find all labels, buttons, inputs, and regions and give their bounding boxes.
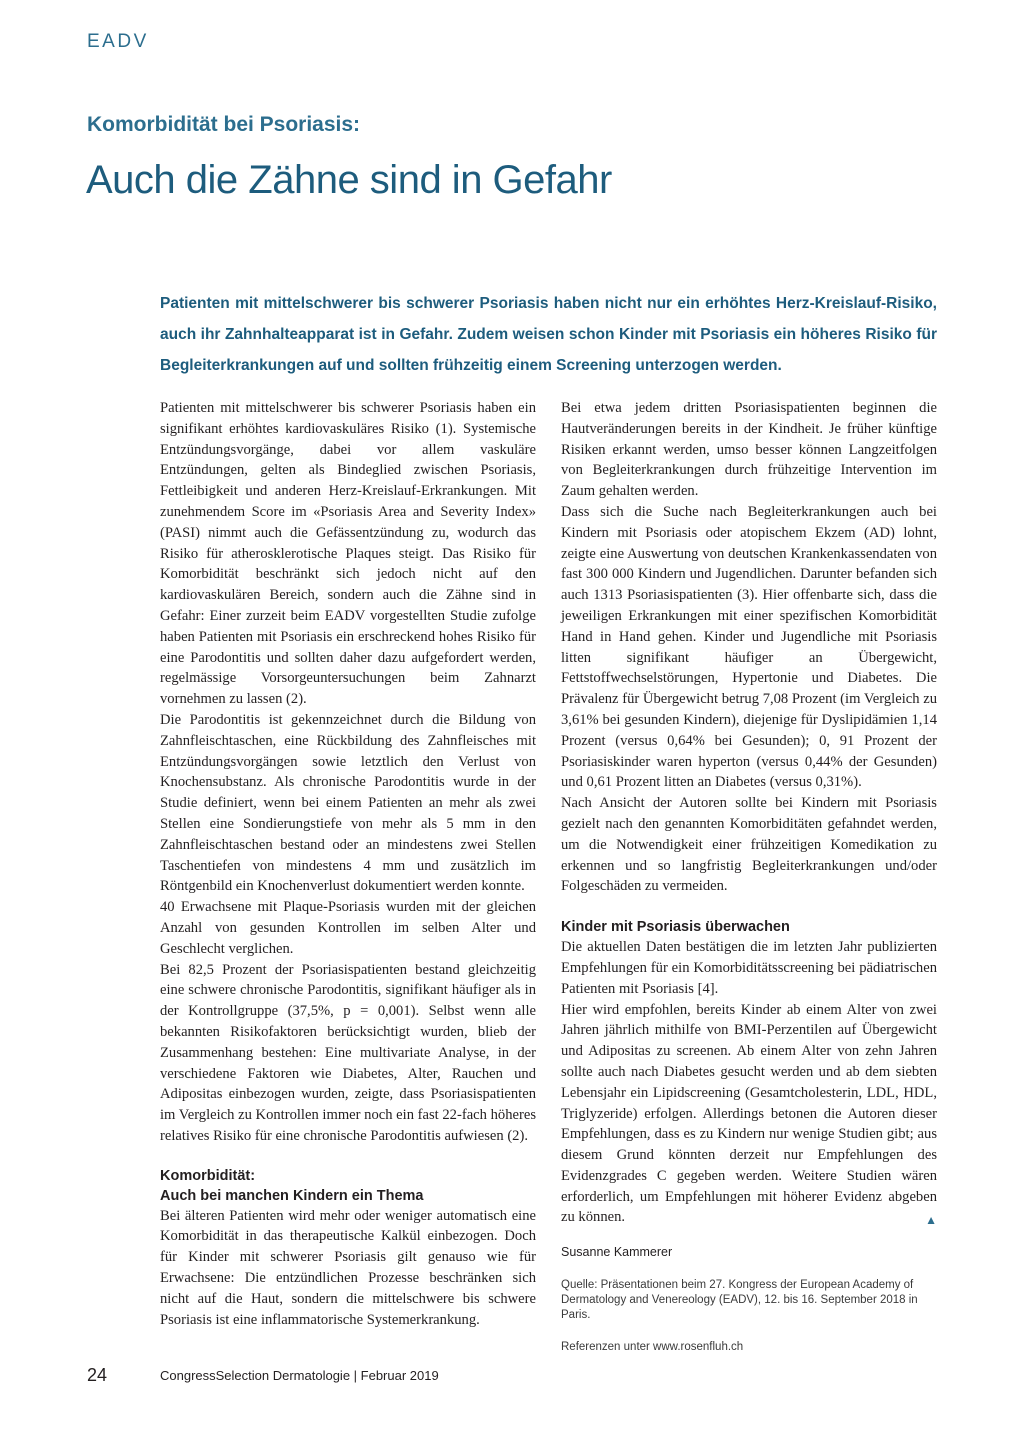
subheading: Kinder mit Psoriasis überwachen [561,919,790,936]
body-paragraph: Die aktuellen Daten bestätigen die im letzten Jahr publizierten Empfehlungen für ein Komorbiditätsscreening bei pädiatrischen Patienten mit Psoriasis [4]. [561,939,937,997]
body-paragraph [561,1000,937,1229]
body-paragraph: 40 Erwachsene mit Plaque-Psoriasis wurden mit der gleichen Anzahl von gesunden Kontrollen im selben Alter und Geschlecht verglichen. [160,899,536,957]
body-paragraph: Bei älteren Patienten wird mehr oder weniger automatisch eine Komorbidität in das therapeutische Kalkül einbezogen. Doch für Kinder mit schwerer Psoriasis gilt genauso wie für Erwachsene: Die entzündlichen Prozesse beschränken sich nicht auf die Haut, sondern die mittelschwere bis schwere Psoriasis ist eine inflammatorische Systemerkrankung. [160,1207,536,1328]
body-paragraph: Bei 82,5 Prozent der Psoriasispatienten bestand gleichzeitig eine schwere chronische Parodontitis, signifikant häufiger als in der Kontrollgruppe (37,5%, p = 0,001). Selbst wenn alle bekannten Risikofaktoren berücksichtigt wurden, blieb der Zusammenhang bestehen: Eine multivariate Analyse, in der verschiedene Faktoren wie Diabetes, Alter, Rauchen und Adipositas einbezogen wurden, zeigte, dass Psoriasispatienten im Vergleich zu Kontrollen immer noch ein fast 22-fach höheres relatives Risiko für eine chronische Parodontitis aufwiesen (2). [160,961,536,1144]
right-column [561,398,937,1355]
source-note: Quelle: Präsentationen beim 27. Kongress der European Academy of Dermatology and Venereology (EADV), 12. bis 16. September 2018 in Paris. [561,1279,918,1322]
end-triangle-icon: ▲ [925,1213,937,1228]
article-kicker: Komorbidität bei Psoriasis: [87,113,361,136]
body-paragraph: Nach Ansicht der Autoren sollte bei Kindern mit Psoriasis gezielt nach den genannten Komorbiditäten gefahndet werden, um die Notwendigkeit einer frühzeitigen Komedikation zu erkennen und so langfristig Begleiterkrankungen und/oder Folgeschäden zu vermeiden. [561,795,937,895]
section-label: EADV [87,31,149,52]
author-name: Susanne Kammerer [561,1245,673,1260]
page-number: 24 [87,1365,108,1385]
body-paragraph: Die Parodontitis ist gekennzeichnet durch die Bildung von Zahnfleischtaschen, eine Rückbildung des Zahnfleisches mit Entzündungsvorgängen sowie letztlich den Verlust von Knochensubstanz. Als chronische Parodontitis wurde in der Studie definiert, wenn bei einem Patienten an mehr als zwei Stellen eine Sondierungstiefe von mehr als 5 mm in den Zahnfleischtaschen bestand oder an mindestens zwei Stellen Taschentiefen von mindestens 4 mm und zusätzlich im Röntgenbild ein Knochenverlust dokumentiert werden konnte. [160,711,536,895]
subheading-line: Auch bei manchen Kindern ein Thema [160,1187,424,1204]
left-column [160,398,536,1330]
journal-footer: CongressSelection Dermatologie | Februar 2019 [160,1368,439,1383]
article-headline: Auch die Zähne sind in Gefahr [86,158,612,202]
body-paragraph: Patienten mit mittelschwerer bis schwerer Psoriasis haben ein signifikant erhöhtes kardiovaskuläres Risiko (1). Systemische Entzündungsvorgänge, dabei vor allem vaskuläre Entzündungen, gelten als Bindeglied zwischen Psoriasis, Fettleibigkeit und anderen Herz-Kreislauf-Erkrankungen. Mit zunehmendem Score im «Psoriasis Area and Severity Index» (PASI) nimmt auch die Gefässentzündung zu, wodurch das Risiko für atherosklerotische Plaques steigt. Das Risiko für Komorbidität beschränkt sich jedoch nicht auf den kardiovaskulären Bereich, sondern auch die Zähne sind in Gefahr: Einer zurzeit beim EADV vorgestellten Studie zufolge haben Patienten mit Psoriasis ein erschreckend hohes Risiko für eine Parodontitis und sollten daher dazu aufgefordert werden, regelmässige Vorsorgeuntersuchungen beim Zahnarzt vornehmen zu lassen (2). [160,400,536,708]
subheading [160,1166,536,1206]
subheading-line: Komorbidität: [160,1167,256,1184]
body-paragraph: Bei etwa jedem dritten Psoriasispatienten beginnen die Hautveränderungen bereits in der Kindheit. Je früher künftige Risiken erkannt werden, umso besser können Langzeitfolgen von Begleiterkrankungen durch frühzeitige Intervention im Zaum gehalten werden. [561,400,937,500]
body-text: Hier wird empfohlen, bereits Kinder ab einem Alter von zwei Jahren jährlich mithilfe von BMI-Perzentilen auf Übergewicht und Adipositas zu screenen. Ab einem Alter von zehn Jahren sollte auch nach Diabetes gesucht werden und ab dem siebten Lebensjahr ein Lipidscreening (Gesamtcholesterin, LDL, HDL, Triglyzeride) erfolgen. Allerdings betonen die Autoren dieser Empfehlungen, dass es zu Kindern nur wenige Studien gibt; aus diesem Grund könnten derzeit nur Empfehlungen des Evidenzgrades C gegeben werden. Weitere Studien wären erforderlich, um Empfehlungen mit höherer Evidenz abgeben zu können. [561,1001,937,1226]
article-lead: Patienten mit mittelschwerer bis schwerer Psoriasis haben nicht nur ein erhöhtes Herz-Kreislauf-Risiko, auch ihr Zahnhalteapparat ist in Gefahr. Zudem weisen schon Kinder mit Psoriasis ein höheres Risiko für Begleiterkrankungen auf und sollten frühzeitig einem Screening unterzogen werden. [160,295,937,374]
body-paragraph: Dass sich die Suche nach Begleiterkrankungen auch bei Kindern mit Psoriasis oder atopischem Ekzem (AD) lohnt, zeigte eine Auswertung von deutschen Krankenkassendaten von fast 300 000 Kindern und Jugendlichen. Darunter befanden sich auch 1313 Psoriasispatienten (3). Hier offenbarte sich, dass die jeweiligen Erkrankungen mit einer spezifischen Komorbidität Hand in Hand gehen. Kinder und Jugendliche mit Psoriasis litten signifikant häufiger an Übergewicht, Fettstoffwechselstörungen, Hypertonie und Diabetes. Die Prävalenz für Übergewicht betrug 7,08 Prozent (im Vergleich zu 3,61% bei gesunden Kindern), diejenige für Dyslipidämien 1,14 Prozent (versus 0,64% bei Gesunden); 0, 91 Prozent der Psoriasiskinder waren hyperton (versus 0,44% der Gesunden) und 0,61 Prozent litten an Diabetes (versus 0,31%). [561,503,937,791]
references-note: Referenzen unter www.rosenfluh.ch [561,1341,744,1354]
